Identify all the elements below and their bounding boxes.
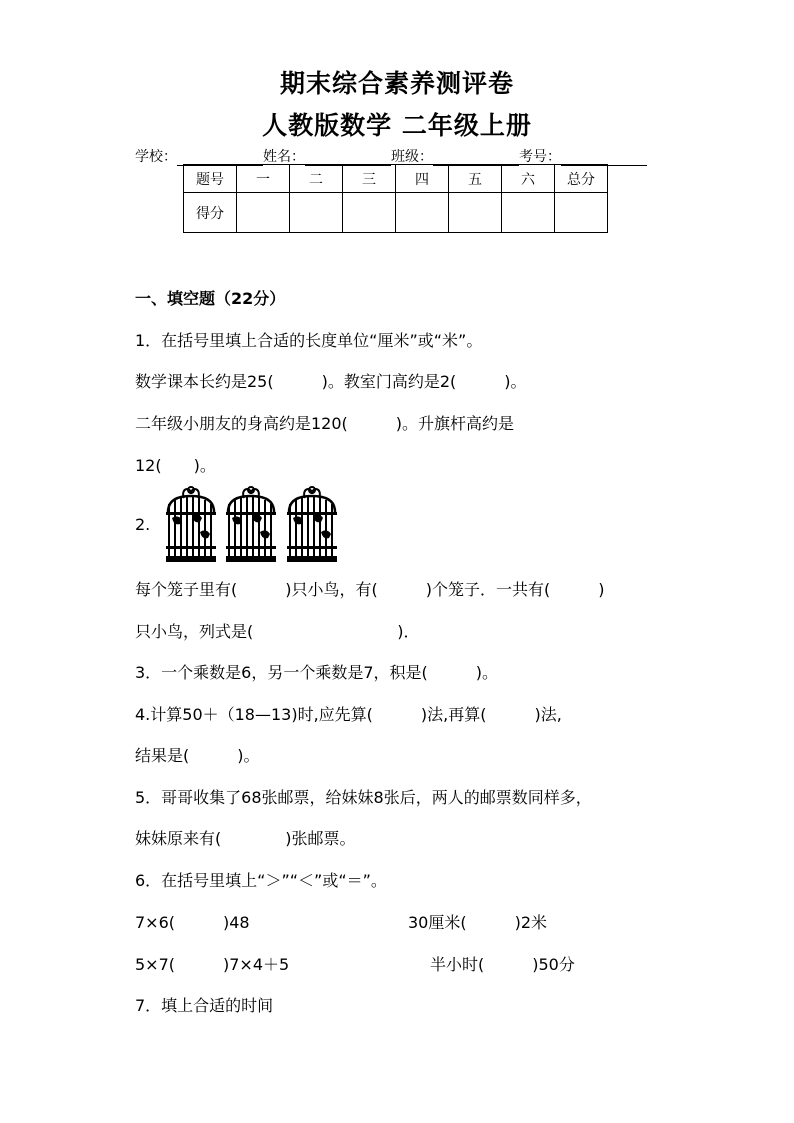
score-header-cell: 总分 <box>555 165 608 193</box>
class-label: 班级： <box>391 149 433 165</box>
student-info-row <box>135 146 647 166</box>
birdcage-icon <box>283 484 341 564</box>
score-header-cell: 二 <box>290 165 343 193</box>
q6-stem: 6．在括号里填上“＞”“＜”或“＝”。 <box>135 871 387 890</box>
score-cell[interactable] <box>237 193 290 233</box>
q2-line-2: 只小鸟，列式是( )． <box>135 622 420 641</box>
score-header-cell: 四 <box>396 165 449 193</box>
title-line-2: 人教版数学 二年级上册 <box>262 111 532 140</box>
school-label: 学校： <box>135 149 177 165</box>
q1-line-1: 数学课本长约是25( )。教室门高约是2( )。 <box>135 372 527 391</box>
score-cell[interactable] <box>449 193 502 233</box>
q5-line-1: 5．哥哥收集了68张邮票，给妹妹8张后，两人的邮票数同样多， <box>135 788 592 807</box>
name-label: 姓名： <box>263 149 305 165</box>
score-header-cell: 五 <box>449 165 502 193</box>
score-cell[interactable] <box>502 193 555 233</box>
q7-stem: 7．填上合适的时间 <box>135 996 274 1015</box>
score-row-label: 得分 <box>184 193 237 233</box>
section-1-heading: 一、填空题（22分） <box>135 289 286 308</box>
score-header-cell: 六 <box>502 165 555 193</box>
q6-item-c: 5×7( )7×4＋5 <box>135 955 290 974</box>
q1-line-3: 12( )。 <box>135 456 216 475</box>
q5-line-2: 妹妹原来有( )张邮票。 <box>135 829 356 848</box>
q2-line-1: 每个笼子里有( )只小鸟，有( )个笼子．一共有( ) <box>135 580 605 599</box>
score-cell[interactable] <box>290 193 343 233</box>
q2-number: 2. <box>135 515 151 534</box>
q6-item-d: 半小时( )50分 <box>430 955 575 974</box>
q4-line-2: 结果是( )。 <box>135 746 260 765</box>
score-cell[interactable] <box>343 193 396 233</box>
exam-no-label: 考号： <box>519 149 561 165</box>
score-header-cell: 三 <box>343 165 396 193</box>
q6-item-a: 7×6( )48 <box>135 913 250 932</box>
q4-line-1: 4.计算50＋（18—13)时,应先算( )法,再算( )法, <box>135 705 562 724</box>
title-line-1: 期末综合素养测评卷 <box>279 69 514 98</box>
score-header-cell: 一 <box>237 165 290 193</box>
q6-item-b: 30厘米( )2米 <box>408 913 548 932</box>
q1-line-2: 二年级小朋友的身高约是120( )。升旗杆高约是 <box>135 414 515 433</box>
score-cell[interactable] <box>396 193 449 233</box>
q1-stem: 1．在括号里填上合适的长度单位“厘米”或“米”。 <box>135 331 483 350</box>
score-header-cell: 题号 <box>184 165 237 193</box>
q3: 3．一个乘数是6，另一个乘数是7，积是( )。 <box>135 663 499 682</box>
score-cell[interactable] <box>555 193 608 233</box>
birdcage-icon <box>162 484 220 564</box>
score-table <box>183 164 608 233</box>
birdcage-icon <box>222 484 280 564</box>
